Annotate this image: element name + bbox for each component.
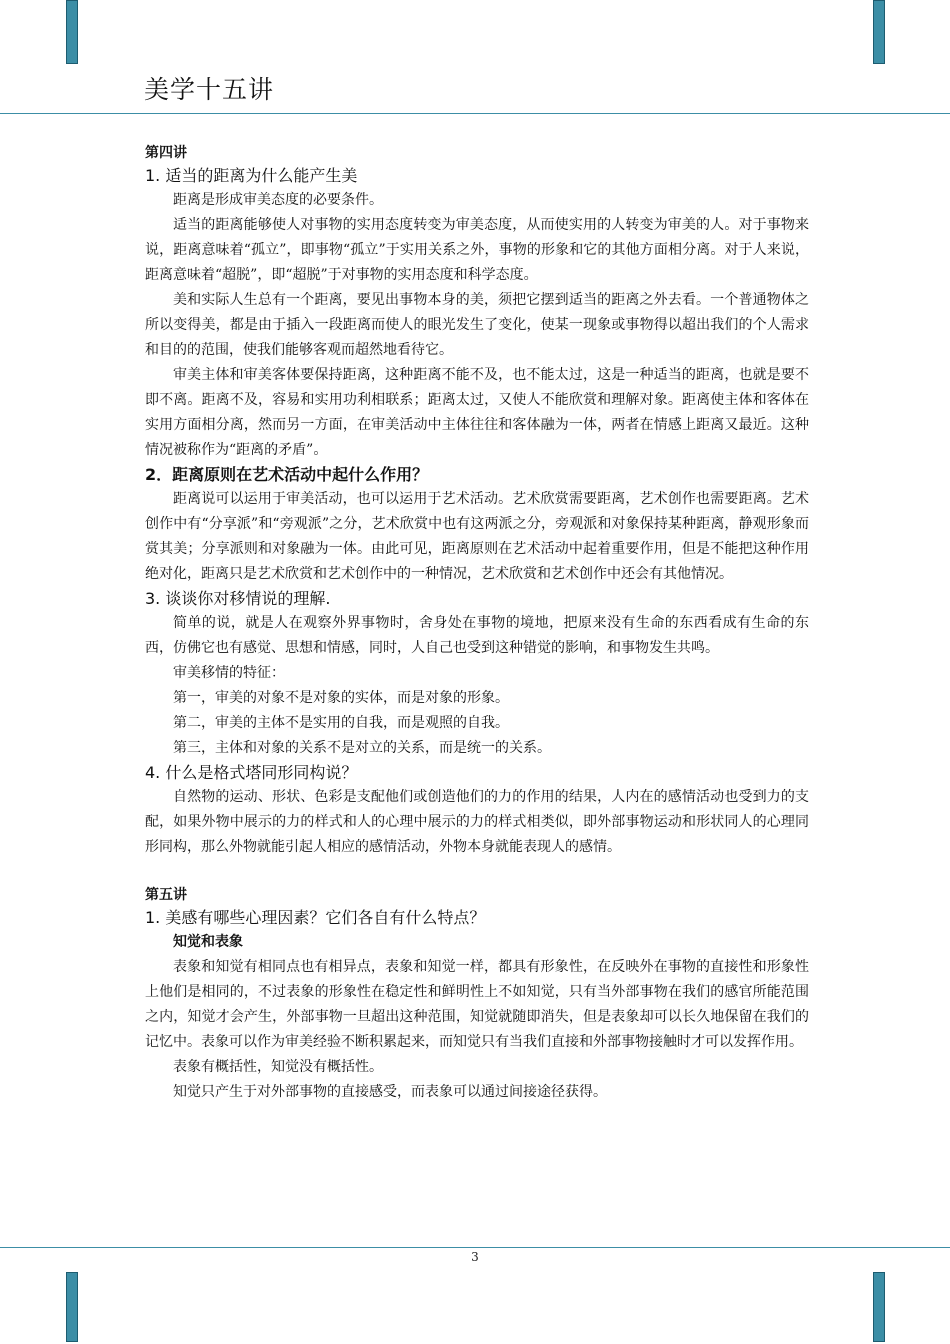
- lecture-5-title: 第五讲: [145, 887, 187, 903]
- decorative-bar-bottom-left: [66, 1272, 78, 1342]
- paragraph: 距离说可以运用于审美活动，也可以运用于艺术活动。艺术欣赏需要距离，艺术创作也需要距离。艺术创作中有“分享派”和“旁观派”之分，艺术欣赏中也有这两派之分，旁观派和对象保持某种距离，静观形象而赏其美；分享派则和对象融为一体。由此可见，距离原则在艺术活动中起着重要作用，但是不能把这种作用绝对化，距离只是艺术欣赏和艺术创作中的一种情况，艺术欣赏和艺术创作中还会有其他情况。: [145, 491, 809, 582]
- footer-divider: [0, 1247, 950, 1248]
- page-number: 3: [471, 1250, 479, 1264]
- paragraph: 距离是形成审美态度的必要条件。: [173, 192, 383, 208]
- paragraph: 第二，审美的主体不是实用的自我，而是观照的自我。: [173, 715, 509, 731]
- paragraph: 审美主体和审美客体要保持距离，这种距离不能不及，也不能太过，这是一种适当的距离，也就是要不即不离。距离不及，容易和实用功利相联系；距离太过，又使人不能欣赏和理解对象。距离使主体和客体在实用方面相分离，然而另一方面，在审美活动中主体往往和客体融为一体，两者在情感上距离又最近。这种情况被称作为“距离的矛盾”。: [145, 367, 809, 458]
- paragraph: 美和实际人生总有一个距离，要见出事物本身的美，须把它摆到适当的距离之外去看。一个普通物体之所以变得美，都是由于插入一段距离而使人的眼光发生了变化，使某一现象或事物得以超出我们的个人需求和目的的范围，使我们能够客观而超然地看待它。: [145, 292, 809, 358]
- paragraph: 表象有概括性，知觉没有概括性。: [173, 1059, 383, 1075]
- sub-heading: 知觉和表象: [173, 934, 243, 950]
- decorative-bar-bottom-right: [873, 1272, 885, 1342]
- question-title: 4. 什么是格式塔同形同构说？: [145, 763, 358, 782]
- page-header-title: 美学十五讲: [144, 75, 275, 104]
- paragraph: 审美移情的特征：: [173, 665, 285, 681]
- lecture-4-title: 第四讲: [145, 145, 187, 161]
- paragraph: 知觉只产生于对外部事物的直接感受，而表象可以通过间接途径获得。: [173, 1084, 607, 1100]
- decorative-bar-top-left: [66, 0, 78, 64]
- decorative-bar-top-right: [873, 0, 885, 64]
- question-title: 2．距离原则在艺术活动中起什么作用？: [145, 465, 429, 484]
- paragraph: 适当的距离能够使人对事物的实用态度转变为审美态度，从而使实用的人转变为审美的人。对于事物来说，距离意味着“孤立”，即事物“孤立”于实用关系之外，事物的形象和它的其他方面相分离。对于人来说，距离意味着“超脱”，即“超脱”于对事物的实用态度和科学态度。: [145, 217, 809, 283]
- paragraph: 第三，主体和对象的关系不是对立的关系，而是统一的关系。: [173, 740, 551, 756]
- section-spacer: [145, 860, 809, 884]
- paragraph: 表象和知觉有相同点也有相异点，表象和知觉一样，都具有形象性，在反映外在事物的直接性和形象性上他们是相同的，不过表象的形象性在稳定性和鲜明性上不如知觉，只有当外部事物在我们的感官所能范围之内，知觉才会产生，外部事物一旦超出这种范围，知觉就随即消失，但是表象却可以长久地保留在我们的记忆中。表象可以作为审美经验不断积累起来，而知觉只有当我们直接和外部事物接触时才可以发挥作用。: [145, 959, 809, 1050]
- question-title: 3. 谈谈你对移情说的理解.: [145, 589, 331, 608]
- paragraph: 自然物的运动、形状、色彩是支配他们或创造他们的力的作用的结果，人内在的感情活动也受到力的支配，如果外物中展示的力的样式和人的心理中展示的力的样式相类似，即外部事物运动和形状同人的心理同形同构，那么外物就能引起人相应的感情活动，外物本身就能表现人的感情。: [145, 789, 809, 855]
- paragraph: 第一，审美的对象不是对象的实体，而是对象的形象。: [173, 690, 509, 706]
- question-title: 1. 适当的距离为什么能产生美: [145, 166, 358, 185]
- document-body: [145, 142, 809, 1105]
- header-divider: [0, 113, 950, 114]
- question-title: 1. 美感有哪些心理因素？它们各自有什么特点？: [145, 908, 486, 927]
- paragraph: 简单的说，就是人在观察外界事物时，舍身处在事物的境地，把原来没有生命的东西看成有生命的东西，仿佛它也有感觉、思想和情感，同时，人自己也受到这种错觉的影响，和事物发生共鸣。: [145, 615, 809, 656]
